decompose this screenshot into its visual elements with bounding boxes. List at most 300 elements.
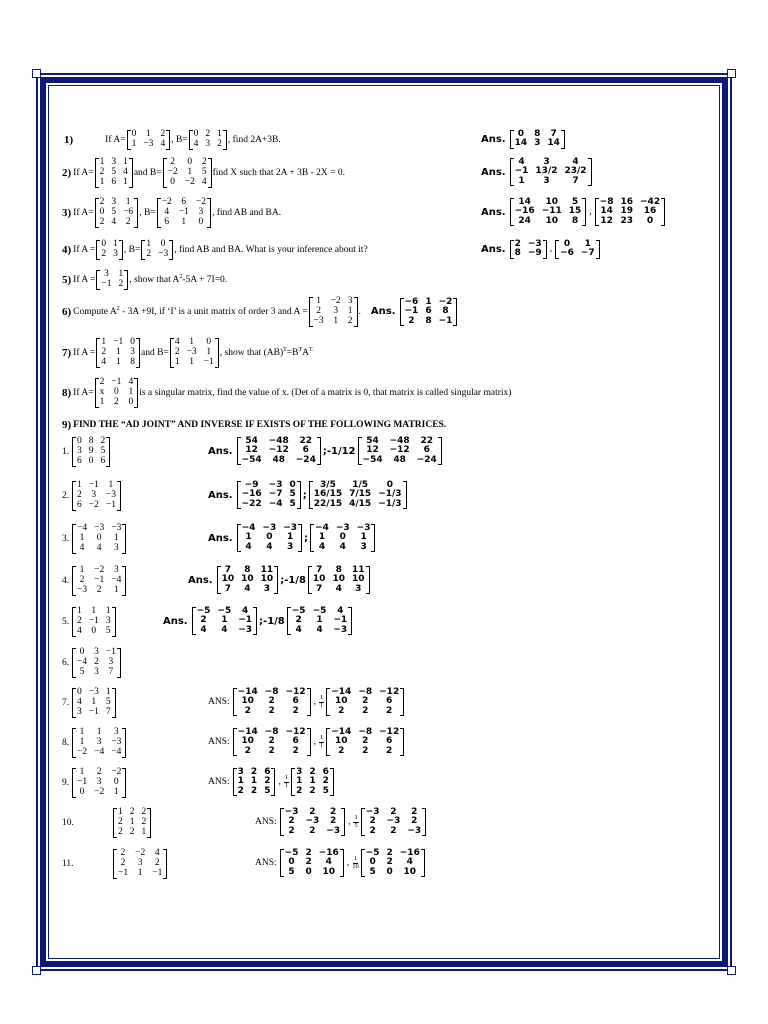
matrix-cell: 1 xyxy=(316,296,321,306)
matrix-cell: −2 xyxy=(167,166,178,177)
matrix-cell: 0 xyxy=(128,396,134,407)
matrix-cell: 0 xyxy=(288,857,295,868)
answer-label: Ans. xyxy=(481,243,506,255)
matrix-cell: −1 xyxy=(333,615,348,626)
matrix-cell: −3 xyxy=(365,807,380,817)
matrix-cell: 2 xyxy=(79,574,85,585)
inverse-matrix xyxy=(361,849,425,877)
fraction: $\frac{1}{5}$ xyxy=(354,814,358,829)
matrix-cell: 4 xyxy=(193,138,199,149)
matrix-cell: 0 xyxy=(517,129,524,139)
matrix-cell: −1 xyxy=(404,306,419,317)
matrix-cell: 54 xyxy=(366,436,379,446)
matrix-cell: −12 xyxy=(379,727,400,737)
matrix-cell: 2 xyxy=(411,807,418,817)
matrix xyxy=(72,437,110,467)
item-label: 1. xyxy=(62,446,70,457)
matrix-cell: 2 xyxy=(250,785,258,796)
matrix-cell: 2 xyxy=(362,696,369,707)
matrix-cell: −4 xyxy=(241,523,256,533)
matrix-cell: −14 xyxy=(331,687,352,697)
matrix-cell: 1 xyxy=(115,356,121,367)
matrix-cell: 3 xyxy=(111,157,117,167)
matrix-cell: 7 xyxy=(108,666,114,677)
matrix-cell: −16 xyxy=(399,848,420,858)
item-label: 4. xyxy=(62,575,70,586)
matrix-b xyxy=(189,130,227,150)
matrix-cell: 2 xyxy=(217,138,222,149)
matrix-cell: 4 xyxy=(200,624,207,635)
separator: , xyxy=(313,737,316,748)
matrix-cell: −9 xyxy=(244,480,259,490)
subquestion-9 xyxy=(62,768,127,798)
matrix-cell: 5 xyxy=(100,445,106,456)
matrix-cell: 2 xyxy=(296,785,303,796)
adjoint-matrix xyxy=(233,768,276,796)
matrix-cell: 22/15 xyxy=(313,498,343,509)
matrix-cell: 4 xyxy=(266,541,273,552)
matrix-cell: 1 xyxy=(360,532,367,543)
matrix-cell: −3 xyxy=(335,523,350,533)
answer-sub-2 xyxy=(208,481,408,509)
matrix xyxy=(72,728,126,758)
matrix-cell: −12 xyxy=(285,727,306,737)
matrix-cell: 2 xyxy=(268,736,275,747)
question-text: Compute $A^2 - 3A +9I$, if ‘I’ is a unit matrix of order 3 and A = xyxy=(73,306,308,318)
matrix-cell: 4 xyxy=(201,176,207,187)
matrix-cell: 2 xyxy=(174,346,180,357)
matrix-cell: 2 xyxy=(96,584,102,595)
matrix-cell: 3 xyxy=(104,269,109,279)
answer-label: Ans. xyxy=(481,166,506,178)
matrix-cell: 4 xyxy=(77,625,82,636)
item-label: 9. xyxy=(62,777,70,788)
question-text: and B= xyxy=(133,167,162,178)
scalar: ;-1/8 xyxy=(280,574,306,586)
item-label: 5. xyxy=(62,616,70,627)
scalar: ; xyxy=(304,532,309,544)
matrix-cell: 1 xyxy=(91,606,97,616)
matrix-cell: 12 xyxy=(366,445,379,456)
matrix-cell: −3 xyxy=(262,523,277,533)
matrix-cell: 16/15 xyxy=(313,489,343,500)
matrix-cell: 1 xyxy=(77,480,82,490)
matrix-cell: 0 xyxy=(88,455,94,466)
matrix-cell: 7 xyxy=(105,706,111,717)
matrix-cell: 1 xyxy=(79,532,85,543)
matrix-cell: −1 xyxy=(105,647,116,657)
matrix-cell: −4 xyxy=(111,574,122,585)
matrix-cell: 0 xyxy=(187,157,193,167)
separator: , xyxy=(346,858,350,869)
matrix-cell: 2 xyxy=(390,807,397,817)
matrix-cell: 1 xyxy=(221,615,228,626)
matrix-cell: 2 xyxy=(292,745,299,756)
matrix-cell: 6 xyxy=(292,736,299,747)
item-label: 8. xyxy=(62,737,70,748)
matrix-cell: 0 xyxy=(91,625,97,636)
matrix-cell: 4 xyxy=(164,206,170,217)
matrix-cell: 1 xyxy=(99,157,105,167)
matrix-cell: 1 xyxy=(250,776,258,787)
matrix-cell: 1 xyxy=(99,396,105,407)
matrix-cell: 4 xyxy=(518,157,525,167)
separator: , xyxy=(589,207,592,218)
question-text: , B= xyxy=(139,207,156,218)
matrix-cell: 10 xyxy=(241,736,254,747)
matrix-cell: −1 xyxy=(238,615,253,626)
matrix-cell: 6 xyxy=(77,455,82,466)
matrix-cell: 6 xyxy=(425,306,432,317)
separator: , xyxy=(549,244,553,255)
matrix-cell: −14 xyxy=(331,727,352,737)
matrix-cell: −4 xyxy=(94,746,105,757)
question-text: If A = xyxy=(73,244,96,255)
answer-sub-3 xyxy=(208,524,376,552)
matrix-cell: 1 xyxy=(245,532,252,543)
matrix-cell: −7 xyxy=(268,489,283,500)
matrix-cell: 2 xyxy=(309,825,316,836)
matrix-cell: 8 xyxy=(571,215,579,226)
matrix-cell: 2 xyxy=(99,377,105,387)
scalar: ; xyxy=(302,489,307,501)
matrix-cell: −6 xyxy=(123,206,134,217)
matrix-cell: −24 xyxy=(416,454,437,465)
question-6 xyxy=(62,297,458,327)
adjoint-matrix xyxy=(237,437,321,465)
matrix-cell: −5 xyxy=(312,606,327,616)
matrix-cell: −6 xyxy=(560,248,574,259)
matrix-cell: 5 xyxy=(264,785,271,796)
matrix-cell: −3 xyxy=(313,315,324,326)
question-number: 5) xyxy=(62,273,72,286)
matrix-cell: 16 xyxy=(643,206,657,217)
border-corner xyxy=(727,966,736,975)
matrix-cell: 3 xyxy=(263,583,271,594)
matrix-cell: −5 xyxy=(291,606,306,616)
matrix-cell: −3 xyxy=(283,523,298,533)
matrix-cell: 7 xyxy=(572,175,579,186)
matrix-cell: −3 xyxy=(326,825,341,836)
matrix-a xyxy=(95,378,139,408)
subquestion-4 xyxy=(62,566,127,596)
matrix-cell: −8 xyxy=(358,727,373,737)
item-label: 3. xyxy=(62,533,70,544)
matrix-cell: 2 xyxy=(309,807,316,817)
matrix-cell: 3 xyxy=(287,541,294,552)
matrix-b xyxy=(163,158,212,188)
question-text: If A= xyxy=(105,134,126,145)
matrix-cell: 2 xyxy=(170,157,176,167)
matrix-cell: −3 xyxy=(111,523,122,533)
matrix-cell: −3 xyxy=(158,248,169,259)
question-heading: FIND THE “AD JOINT” AND INVERSE IF EXISTS OF THE FOLLOWING MATRICES. xyxy=(73,420,447,430)
matrix-cell: 1 xyxy=(108,480,114,490)
matrix-cell: −1 xyxy=(111,377,122,387)
subquestion-6 xyxy=(62,648,122,678)
matrix-cell: 3 xyxy=(113,727,119,737)
matrix-cell: −3 xyxy=(238,624,253,635)
matrix-cell: 19 xyxy=(620,206,634,217)
matrix-cell: 2 xyxy=(96,767,102,777)
matrix-cell: 15 xyxy=(568,206,582,217)
matrix-cell: 2 xyxy=(362,745,369,756)
matrix-cell: −12 xyxy=(389,445,410,456)
border-corner xyxy=(32,966,41,975)
matrix-cell: −3 xyxy=(94,523,105,533)
matrix-cell: 2 xyxy=(118,826,123,837)
fraction: $\frac{1}{1}$ xyxy=(320,734,324,749)
matrix-cell: 6 xyxy=(181,197,187,207)
matrix-cell: 6 xyxy=(386,696,393,707)
subquestion-8 xyxy=(62,728,127,758)
matrix-cell: −1 xyxy=(178,206,189,217)
matrix-cell: −24 xyxy=(295,454,316,465)
answer-label: Ans. xyxy=(208,532,233,544)
matrix-cell: −8 xyxy=(599,197,614,207)
matrix-cell: 4 xyxy=(96,542,102,553)
matrix-cell: −2 xyxy=(161,197,172,207)
matrix-cell: 7 xyxy=(224,583,231,594)
matrix-cell: 2 xyxy=(322,776,329,787)
adjoint-matrix xyxy=(237,481,301,509)
matrix-cell: −2 xyxy=(94,565,105,575)
matrix-cell: 3 xyxy=(113,248,118,259)
question-text: , B= xyxy=(171,134,188,145)
matrix-cell: 1 xyxy=(105,687,111,697)
inverse-matrix xyxy=(361,808,426,836)
matrix-cell: 6 xyxy=(111,176,117,187)
matrix-cell: 7 xyxy=(550,129,557,139)
matrix-cell: 0 xyxy=(79,786,85,797)
matrix-cell: 1 xyxy=(584,239,591,249)
separator: , xyxy=(348,817,351,828)
matrix-cell: 5 xyxy=(289,489,296,500)
matrix-cell: 10 xyxy=(403,866,417,877)
matrix-b xyxy=(170,338,219,368)
matrix-cell: −9 xyxy=(527,248,542,259)
answer-label: ANS: xyxy=(255,858,277,869)
matrix-cell: 4 xyxy=(337,606,344,616)
matrix-cell: −4 xyxy=(77,656,88,667)
matrix-cell: 0 xyxy=(563,239,571,249)
matrix-cell: 12 xyxy=(600,215,613,226)
matrix-cell: 6 xyxy=(164,216,170,227)
matrix-cell: −3 xyxy=(305,816,320,827)
matrix-cell: 0 xyxy=(77,687,82,697)
matrix-cell: 6 xyxy=(100,455,106,466)
matrix-cell: 4 xyxy=(295,624,302,635)
answer-sub-1 xyxy=(208,437,443,465)
matrix xyxy=(72,768,126,798)
matrix-cell: 10 xyxy=(221,574,235,585)
item-label: 7. xyxy=(62,697,70,708)
matrix-cell: 0 xyxy=(193,129,199,139)
question-text: If A= xyxy=(73,167,94,178)
answer-label: Ans. xyxy=(370,306,396,318)
question-number: 1) xyxy=(64,133,74,146)
matrix xyxy=(72,688,116,718)
matrix-cell: 0 xyxy=(99,206,105,217)
matrix-cell: 1 xyxy=(318,532,326,543)
matrix-cell: −2 xyxy=(184,176,195,187)
matrix-cell: 1 xyxy=(217,129,222,139)
matrix-cell: 2 xyxy=(347,315,353,326)
inverse-matrix xyxy=(326,728,404,756)
matrix-cell: 3 xyxy=(94,647,99,657)
matrix-cell: 5 xyxy=(201,166,207,177)
matrix-a xyxy=(96,338,140,368)
answer-label: ANS: xyxy=(255,817,277,828)
matrix xyxy=(72,481,121,511)
matrix-cell: 11 xyxy=(351,565,365,575)
matrix-cell: 4 xyxy=(318,541,326,552)
matrix-cell: −8 xyxy=(264,727,279,737)
matrix-cell: 0 xyxy=(170,176,176,187)
matrix-cell: 2 xyxy=(200,615,207,626)
matrix-cell: 0 xyxy=(339,532,346,543)
separator: , xyxy=(313,697,316,708)
matrix-cell: −2 xyxy=(94,786,105,797)
inverse-matrix xyxy=(309,481,407,509)
matrix-cell: 2 xyxy=(99,216,105,227)
fraction: $\frac{1}{10}$ xyxy=(352,855,359,870)
matrix-cell: 3 xyxy=(534,138,541,149)
matrix-cell: 10 xyxy=(312,574,326,585)
question-number: 8) xyxy=(62,386,72,399)
matrix-cell: 2 xyxy=(411,816,418,827)
matrix-cell: −1 xyxy=(88,480,99,490)
answer-label: Ans. xyxy=(208,489,233,501)
matrix xyxy=(72,648,121,678)
matrix-cell: 2 xyxy=(408,315,415,326)
matrix-cell: −48 xyxy=(389,436,410,446)
matrix-cell: 4 xyxy=(77,696,82,707)
matrix-cell: 1 xyxy=(181,216,187,227)
matrix-cell: 3 xyxy=(113,542,119,553)
answer-label: ANS: xyxy=(208,777,230,788)
inverse-matrix xyxy=(291,768,334,796)
subquestion-5 xyxy=(62,607,117,637)
matrix-cell: 4 xyxy=(101,356,107,367)
matrix-cell: −42 xyxy=(640,197,661,207)
matrix-cell: 3 xyxy=(543,175,550,186)
matrix-cell: 1 xyxy=(287,532,294,543)
answer-matrix xyxy=(510,130,565,149)
matrix-cell: 1 xyxy=(79,767,85,777)
matrix-cell: 1 xyxy=(96,727,102,737)
adjoint-matrix xyxy=(217,566,279,594)
matrix-cell: 1 xyxy=(113,584,119,595)
matrix-cell: 1 xyxy=(131,138,137,149)
matrix-cell: 4 xyxy=(160,138,166,149)
matrix-a xyxy=(95,158,133,188)
matrix-cell: 10 xyxy=(335,736,348,747)
matrix-cell: x xyxy=(99,386,105,397)
matrix-cell: 5 xyxy=(105,625,111,636)
matrix-cell: 4 xyxy=(244,583,251,594)
inverse-matrix xyxy=(326,688,404,716)
item-label: 2. xyxy=(62,490,70,501)
matrix-cell: −3 xyxy=(143,138,154,149)
matrix-cell: 2 xyxy=(250,767,258,777)
matrix-cell: −12 xyxy=(285,687,306,697)
matrix-cell: 2 xyxy=(118,816,123,827)
matrix-cell: −12 xyxy=(379,687,400,697)
matrix-cell: −3 xyxy=(284,807,299,817)
adjoint-matrix xyxy=(233,728,311,756)
matrix-cell: 0 xyxy=(646,215,654,226)
fraction: $\frac{1}{1}$ xyxy=(284,774,289,789)
matrix-cell: 8 xyxy=(514,248,521,259)
answer-label: ANS: xyxy=(208,737,230,748)
matrix-cell: 3 xyxy=(113,565,119,575)
item-label: 11. xyxy=(62,858,74,869)
matrix-cell: 12 xyxy=(245,445,258,456)
matrix-cell: −2 xyxy=(77,746,88,757)
matrix-cell: −1 xyxy=(152,867,163,878)
matrix-cell: 2 xyxy=(264,776,271,787)
matrix-cell: 8 xyxy=(244,565,251,575)
matrix-cell: 0 xyxy=(160,239,166,249)
matrix-cell: 2 xyxy=(205,129,211,139)
matrix-cell: −4 xyxy=(77,523,88,533)
item-label: 10. xyxy=(62,817,74,828)
scalar: ;-1/12 xyxy=(322,445,356,457)
matrix-a xyxy=(127,130,171,150)
matrix-cell: 1 xyxy=(296,776,303,787)
matrix-cell: −4 xyxy=(268,498,283,509)
inverse-matrix xyxy=(287,607,352,635)
question-3 xyxy=(62,198,281,228)
answer-matrix-ab xyxy=(510,198,587,226)
matrix-cell: −3 xyxy=(356,523,371,533)
matrix-cell: 2 xyxy=(99,166,105,177)
matrix-cell: 3 xyxy=(347,296,353,306)
question-2 xyxy=(62,158,345,188)
matrix-cell: 1 xyxy=(113,532,119,543)
matrix-cell: 1 xyxy=(146,239,152,249)
matrix-cell: −54 xyxy=(362,454,383,465)
matrix-cell: −8 xyxy=(358,687,373,697)
matrix-cell: 4 xyxy=(325,857,332,868)
matrix-cell: 0 xyxy=(289,480,296,490)
matrix-cell: 1 xyxy=(518,175,525,186)
matrix-cell: 1 xyxy=(347,305,353,316)
matrix-cell: −1 xyxy=(118,867,129,878)
matrix-cell: 3 xyxy=(108,656,114,667)
adjoint-matrix xyxy=(192,607,257,635)
inverse-matrix xyxy=(358,437,442,465)
question-number: 7) xyxy=(62,346,72,359)
answer-label: Ans. xyxy=(188,574,213,586)
matrix-cell: 1 xyxy=(237,776,244,787)
answer-label: Ans. xyxy=(208,445,233,457)
matrix-cell: −3 xyxy=(333,624,348,635)
question-text: find X such that 2A + 3B - 2X = 0. xyxy=(212,167,345,178)
matrix-cell: 2 xyxy=(125,216,131,227)
matrix-cell: −1 xyxy=(203,356,214,367)
question-number: 9) xyxy=(62,419,72,431)
matrix-cell: 1 xyxy=(425,296,432,307)
matrix-cell: 2 xyxy=(369,816,376,827)
matrix-cell: −2 xyxy=(88,499,99,510)
answer-matrix-ab xyxy=(510,240,547,259)
matrix-cell: −3 xyxy=(111,736,122,747)
matrix-cell: 2 xyxy=(330,807,337,817)
answer-label: Ans. xyxy=(163,615,188,627)
matrix-cell: 1 xyxy=(118,269,124,279)
